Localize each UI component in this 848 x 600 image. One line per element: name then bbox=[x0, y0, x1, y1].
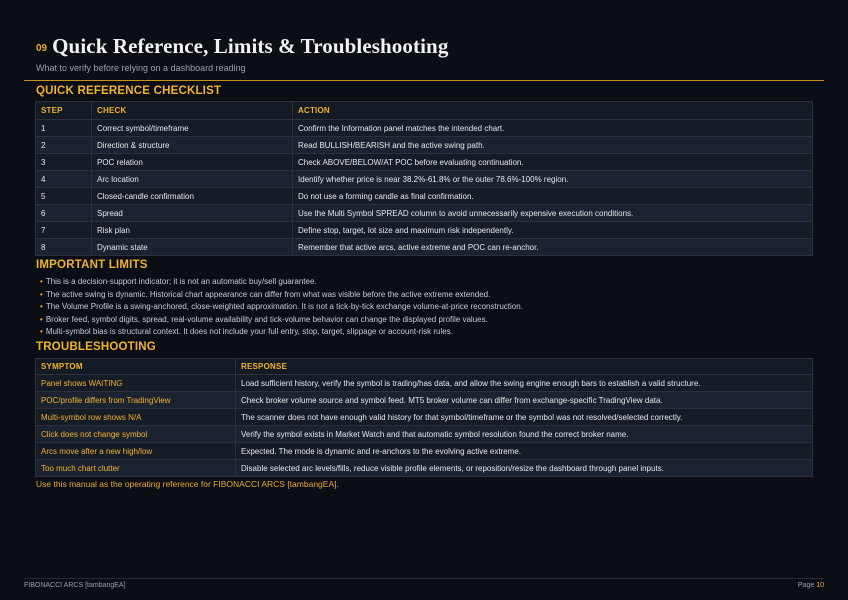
troubleshooting-heading: TROUBLESHOOTING bbox=[36, 341, 156, 353]
footer-divider bbox=[24, 578, 824, 579]
step-cell: 8 bbox=[36, 239, 92, 256]
table-row bbox=[36, 443, 813, 460]
symptom-cell: Multi-symbol row shows N/A bbox=[36, 409, 236, 426]
header-divider bbox=[24, 80, 824, 81]
bullet-icon: • bbox=[40, 302, 43, 311]
step-cell: 4 bbox=[36, 171, 92, 188]
column-header-symptom: SYMPTOM bbox=[36, 359, 236, 375]
limit-text: This is a decision-support indicator; it is not an automatic buy/sell guarantee. bbox=[45, 277, 317, 286]
column-header-action: ACTION bbox=[293, 102, 813, 120]
table-row bbox=[36, 188, 813, 205]
page-header bbox=[36, 34, 824, 73]
footer-page-indicator bbox=[798, 582, 824, 589]
symptom-cell: Panel shows WAITING bbox=[36, 375, 236, 392]
table-row bbox=[36, 120, 813, 137]
response-cell: Expected. The mode is dynamic and re-anchors to the evolving active extreme. bbox=[236, 443, 813, 460]
limits-heading: IMPORTANT LIMITS bbox=[36, 259, 148, 271]
step-cell: 6 bbox=[36, 205, 92, 222]
column-header-check: CHECK bbox=[92, 102, 293, 120]
page-title: Quick Reference, Limits & Troubleshooting bbox=[52, 34, 449, 58]
action-cell: Do not use a forming candle as final confirmation. bbox=[293, 188, 813, 205]
action-cell: Confirm the Information panel matches the intended chart. bbox=[293, 120, 813, 137]
table-row bbox=[36, 409, 813, 426]
table-row bbox=[36, 375, 813, 392]
table-row bbox=[36, 137, 813, 154]
action-cell: Remember that active arcs, active extreme and POC can re-anchor. bbox=[293, 239, 813, 256]
section-number: 09 bbox=[36, 43, 48, 54]
response-cell: Check broker volume source and symbol feed. MT5 broker volume can differ from exchange-specific TradingView data. bbox=[236, 392, 813, 409]
page-number: 10 bbox=[816, 582, 824, 589]
symptom-cell: Too much chart clutter bbox=[36, 460, 236, 477]
limits-list bbox=[40, 276, 523, 339]
page-subtitle: What to verify before relying on a dashboard reading bbox=[36, 63, 246, 73]
column-header-response: RESPONSE bbox=[236, 359, 813, 375]
step-cell: 5 bbox=[36, 188, 92, 205]
check-cell: Correct symbol/timeframe bbox=[92, 120, 293, 137]
table-row bbox=[36, 154, 813, 171]
page-label: Page bbox=[797, 582, 815, 589]
symptom-cell: POC/profile differs from TradingView bbox=[36, 392, 236, 409]
column-header-step: STEP bbox=[36, 102, 92, 120]
step-cell: 7 bbox=[36, 222, 92, 239]
table-row bbox=[36, 171, 813, 188]
response-cell: The scanner does not have enough valid history for that symbol/timeframe or the symbol was not resolved/selected correctly. bbox=[236, 409, 813, 426]
bullet-icon: • bbox=[40, 327, 43, 336]
action-cell: Identify whether price is near 38.2%-61.8% or the outer 78.6%-100% region. bbox=[293, 171, 813, 188]
response-cell: Load sufficient history, verify the symbol is trading/has data, and allow the swing engine enough bars to establish a valid structure. bbox=[236, 375, 813, 392]
troubleshooting-header-row bbox=[36, 359, 813, 375]
check-cell: Arc location bbox=[92, 171, 293, 188]
table-row bbox=[36, 205, 813, 222]
checklist-header-row bbox=[36, 102, 813, 120]
list-item bbox=[40, 289, 523, 302]
check-cell: Direction & structure bbox=[92, 137, 293, 154]
title-row bbox=[36, 34, 824, 59]
check-cell: Risk plan bbox=[92, 222, 293, 239]
limit-text: The active swing is dynamic. Historical chart appearance can differ from what was visible before the active extreme extended. bbox=[45, 289, 491, 299]
list-item bbox=[40, 301, 523, 314]
action-cell: Use the Multi Symbol SPREAD column to avoid unnecessarily expensive execution conditions. bbox=[293, 205, 813, 222]
symptom-cell: Click does not change symbol bbox=[36, 426, 236, 443]
check-cell: Closed-candle confirmation bbox=[92, 188, 293, 205]
symptom-cell: Arcs move after a new high/low bbox=[36, 443, 236, 460]
check-cell: Spread bbox=[92, 205, 293, 222]
table-row bbox=[36, 392, 813, 409]
response-cell: Disable selected arc levels/fills, reduce visible profile elements, or reposition/resize the dashboard through panel inputs. bbox=[236, 460, 813, 477]
table-row bbox=[36, 426, 813, 443]
action-cell: Read BULLISH/BEARISH and the active swing path. bbox=[293, 137, 813, 154]
checklist-heading: QUICK REFERENCE CHECKLIST bbox=[36, 85, 222, 97]
step-cell: 1 bbox=[36, 120, 92, 137]
check-cell: POC relation bbox=[92, 154, 293, 171]
bullet-icon: • bbox=[40, 314, 43, 324]
list-item bbox=[40, 276, 523, 289]
check-cell: Dynamic state bbox=[92, 239, 293, 256]
limit-text: The Volume Profile is a swing-anchored, close-weighted approximation. It is not a tick-by-tick exchange volume-at-price reconstruction. bbox=[45, 302, 523, 311]
action-cell: Check ABOVE/BELOW/AT POC before evaluating continuation. bbox=[293, 154, 813, 171]
footer-product-name: FIBONACCI ARCS [tambangEA] bbox=[24, 582, 126, 589]
bullet-icon: • bbox=[40, 277, 43, 286]
action-cell: Define stop, target, lot size and maximum risk independently. bbox=[293, 222, 813, 239]
limit-text: Broker feed, symbol digits, spread, real-volume availability and tick-volume behavior can change the displayed profile values. bbox=[45, 314, 488, 324]
step-cell: 3 bbox=[36, 154, 92, 171]
step-cell: 2 bbox=[36, 137, 92, 154]
list-item bbox=[40, 314, 523, 327]
table-row bbox=[36, 239, 813, 256]
table-row bbox=[36, 222, 813, 239]
closing-note: Use this manual as the operating reference for FIBONACCI ARCS [tambangEA]. bbox=[36, 479, 339, 489]
troubleshooting-table bbox=[35, 358, 813, 477]
table-row bbox=[36, 460, 813, 477]
list-item bbox=[40, 326, 523, 339]
checklist-table bbox=[35, 101, 813, 256]
bullet-icon: • bbox=[40, 289, 43, 299]
response-cell: Verify the symbol exists in Market Watch and that automatic symbol resolution found the correct broker name. bbox=[236, 426, 813, 443]
limit-text: Multi-symbol bias is structural context. It does not include your full entry, stop, target, slippage or account-risk rules. bbox=[45, 327, 453, 336]
